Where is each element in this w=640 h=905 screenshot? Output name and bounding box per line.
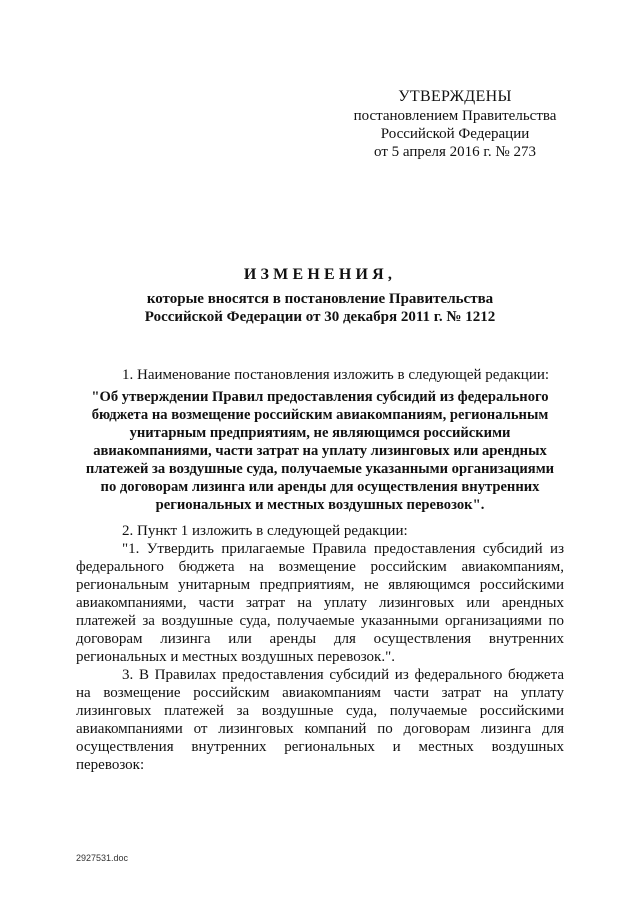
quote-line: "Об утверждении Правил предоставления субсидий из федерального [91, 389, 549, 405]
approval-line-1: постановлением Правительства [353, 108, 557, 124]
item-1-quote [76, 388, 564, 514]
quote-line: региональных и местных воздушных перевозок". [155, 497, 485, 513]
subtitle-line-2: Российской Федерации от 30 декабря 2011 г. № 1212 [144, 309, 496, 325]
quote-line: по договорам лизинга или аренды для осуществления внутренних [100, 479, 540, 495]
document-subtitle [80, 290, 560, 326]
item-1: 1. Наименование постановления изложить в следующей редакции: [122, 367, 550, 383]
approval-line-3: от 5 апреля 2016 г. № 273 [374, 144, 536, 160]
document-title: ИЗМЕНЕНИЯ, [243, 266, 397, 283]
quote-line: бюджета на возмещение российским авиакомпаниям, региональным [91, 407, 549, 423]
quote-line: унитарным предприятиям, не являющимся российскими [129, 425, 511, 441]
subtitle-line-1: которые вносятся в постановление Правительства [146, 291, 494, 307]
approval-line-2: Российской Федерации [380, 126, 530, 142]
quote-line: авиакомпаниями, части затрат на уплату лизинговых или арендных [93, 443, 547, 459]
approval-title: УТВЕРЖДЕНЫ [398, 88, 512, 105]
approval-stamp [330, 88, 580, 161]
item-3: 3. В Правилах предоставления субсидий из федерального бюджета на возмещение российским авиакомпаниям части затрат на уплату лизинговых платежей за воздушные суда, получаемые российскими авиакомпаниями от лизинговых компаний по договорам лизинга для осуществления внутренних региональных и местных воздушных перевозок: [76, 667, 564, 773]
item-2: 2. Пункт 1 изложить в следующей редакции: [122, 523, 408, 539]
document-file-id: 2927531.doc [76, 853, 129, 863]
quote-line: платежей за воздушные суда, получаемые указанными организациями [85, 461, 555, 477]
item-2-quote: "1. Утвердить прилагаемые Правила предоставления субсидий из федерального бюджета на возмещение российским авиакомпаниям, региональным унитарным предприятиям, не являющимся российскими авиакомпаниями, части затрат на уплату лизинговых или арендных платежей за воздушные суда, получаемые указанными организациями по договорам лизинга или аренды для осуществления внутренних региональных и местных воздушных перевозок.". [76, 541, 564, 665]
document-body [76, 366, 564, 774]
